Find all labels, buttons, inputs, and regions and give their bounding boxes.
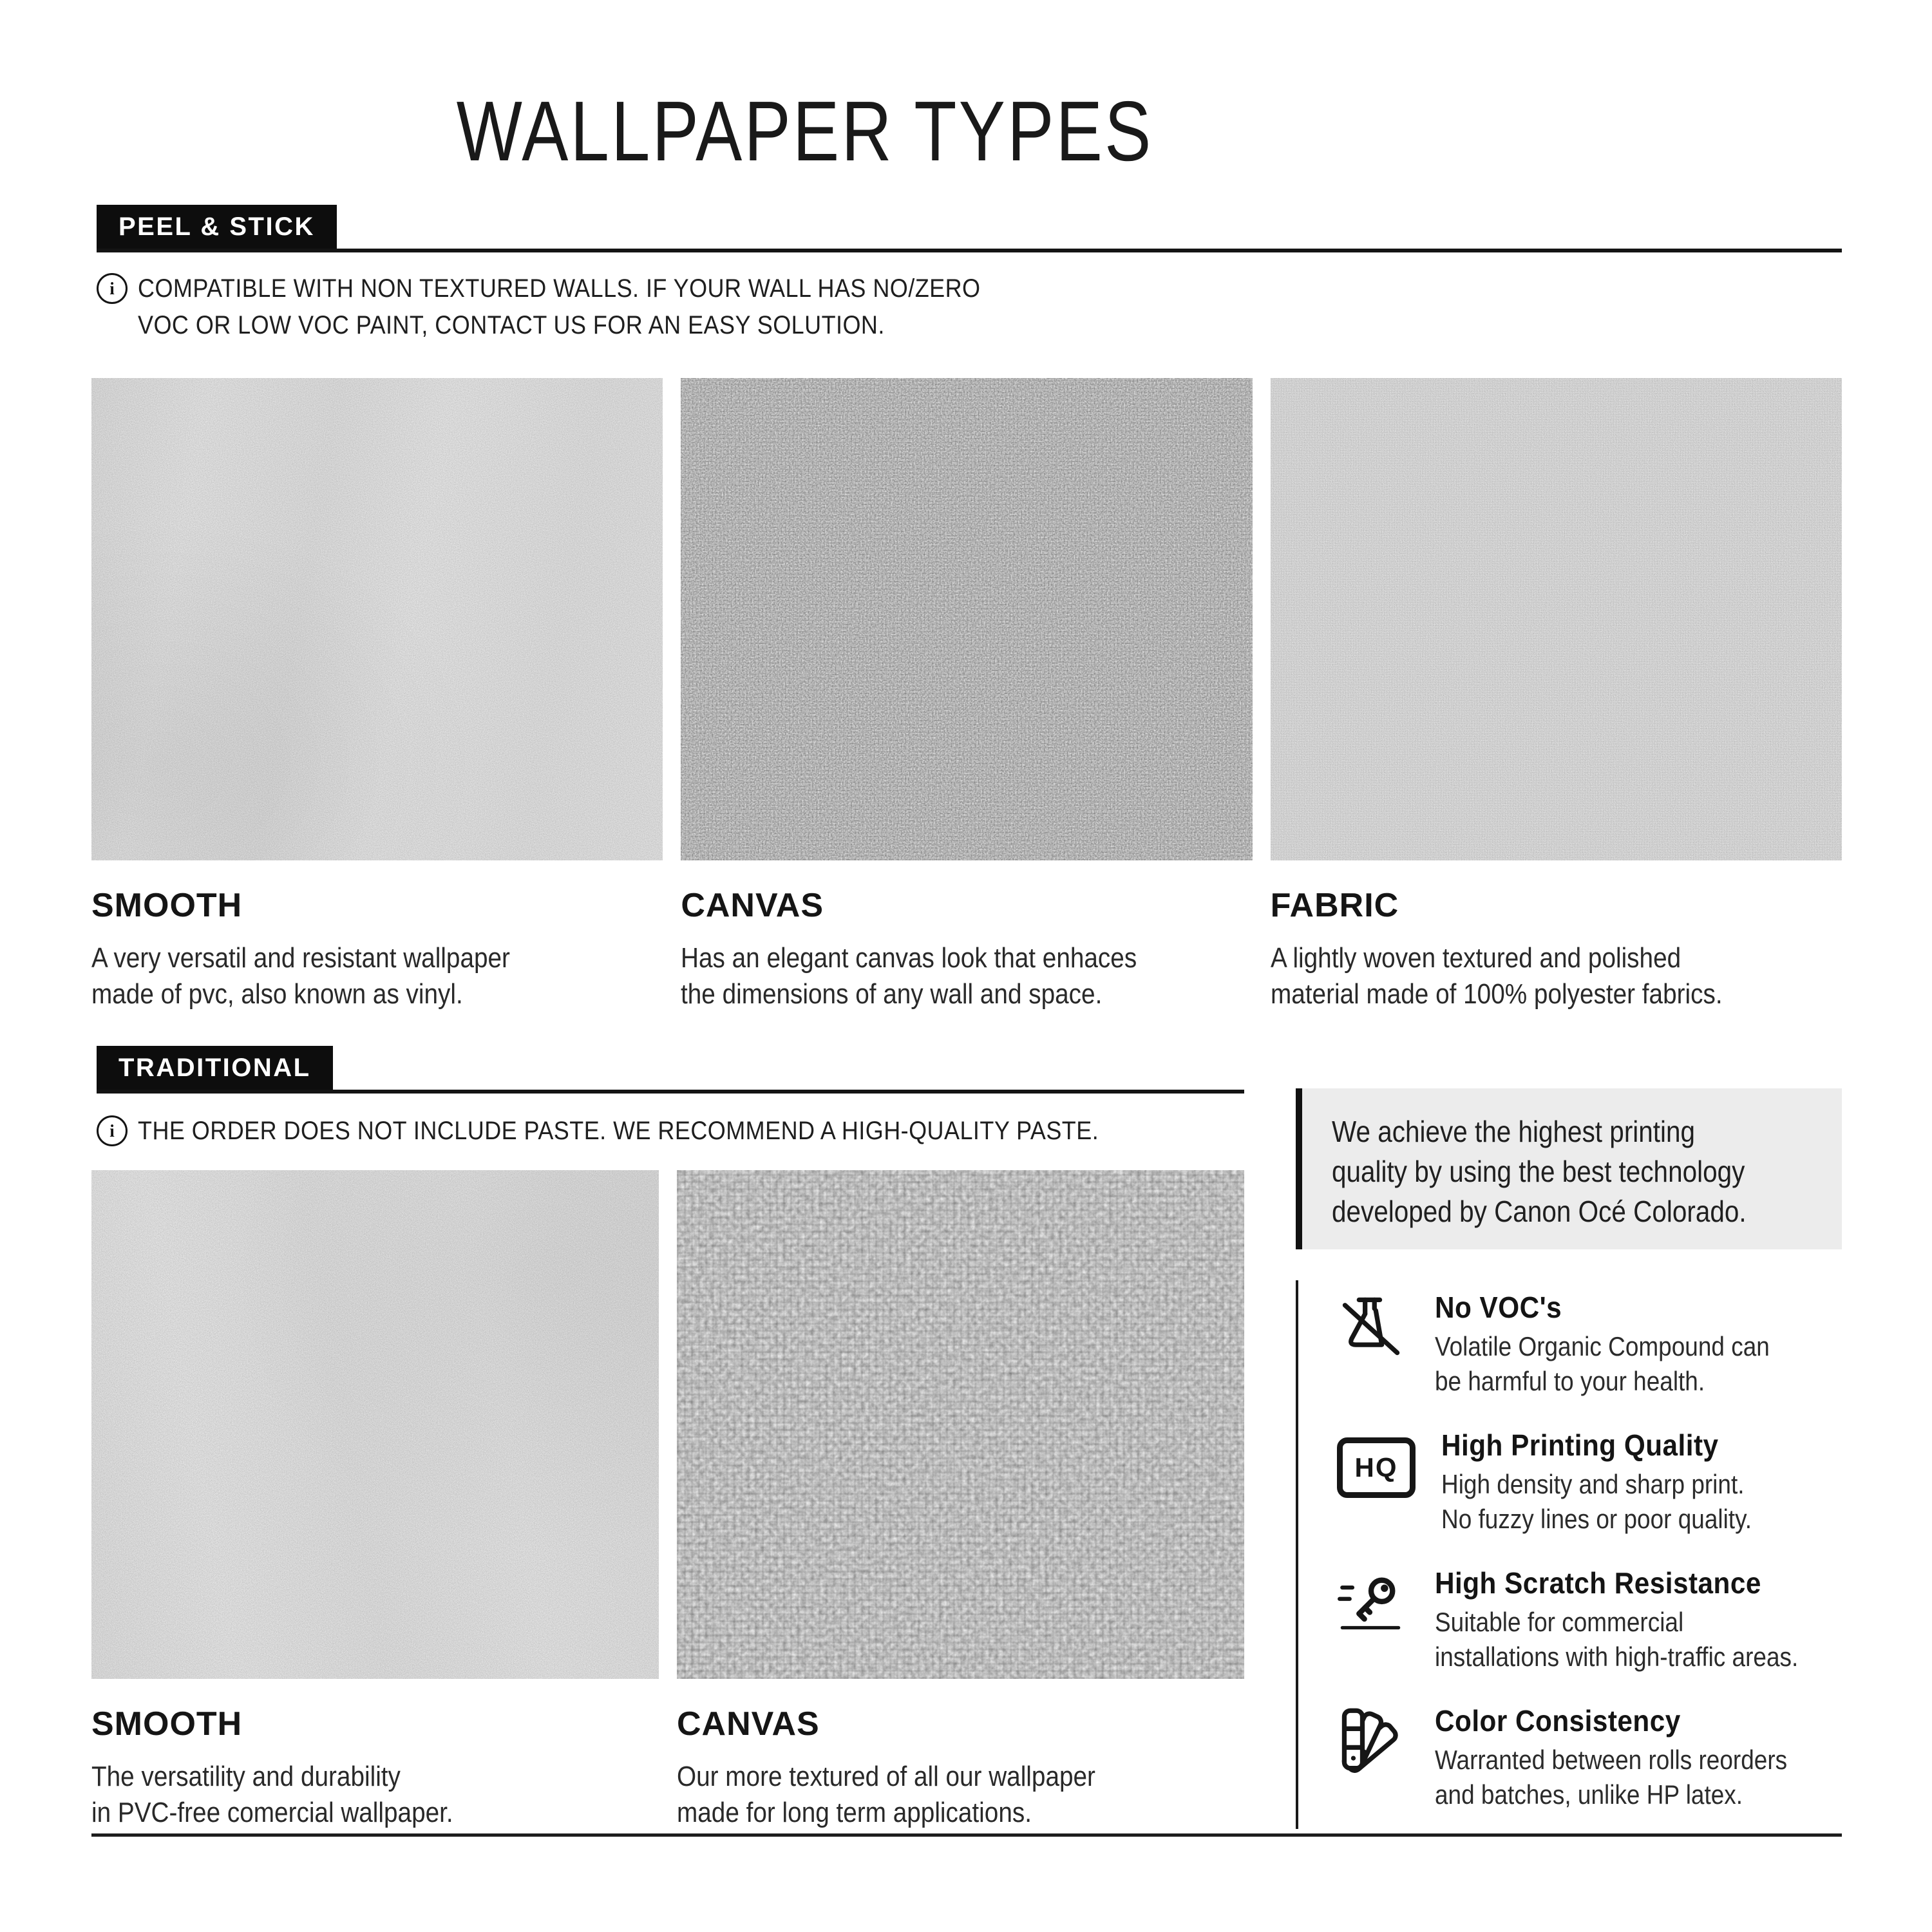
feature-scratch-resistance [1337, 1566, 1865, 1674]
feature-no-voc [1337, 1291, 1865, 1399]
type-label: CANVAS [677, 1705, 820, 1743]
wallpaper-card-smooth [91, 378, 663, 1012]
section-header-traditional [97, 1046, 1244, 1094]
texture-swatch-smooth [91, 378, 663, 860]
page-title: WALLPAPER TYPES [457, 84, 1153, 178]
info-line: VOC OR LOW VOC PAINT, CONTACT US FOR AN EASY SOLUTION. [138, 311, 885, 339]
traditional-badge: TRADITIONAL [97, 1046, 333, 1090]
feature-text [1435, 1291, 1815, 1399]
wallpaper-card-smooth-traditional [91, 1170, 659, 1831]
texture-swatch-canvas [681, 378, 1252, 860]
features-list [1337, 1291, 1865, 1842]
type-description: The versatility and durability in PVC-free comercial wallpaper. [91, 1761, 453, 1828]
feature-text [1435, 1704, 1835, 1812]
texture-swatch-canvas [677, 1170, 1244, 1679]
peel-stick-info [97, 270, 1074, 344]
feature-description: Volatile Organic Compound can be harmful to your health. [1435, 1331, 1770, 1396]
type-description: Our more textured of all our wallpaper made for long term applications. [677, 1761, 1095, 1828]
type-label: CANVAS [681, 887, 824, 924]
info-circle-icon: i [97, 273, 128, 304]
type-description: Has an elegant canvas look that enhaces the dimensions of any wall and space. [681, 942, 1137, 1010]
key-scratch-icon [1337, 1566, 1409, 1674]
info-circle-icon: i [97, 1115, 128, 1146]
feature-title: High Printing Quality [1441, 1428, 1719, 1462]
feature-text [1435, 1566, 1848, 1674]
no-voc-icon [1337, 1291, 1409, 1399]
traditional-info [97, 1113, 1206, 1150]
type-label: SMOOTH [91, 1705, 243, 1743]
peel-stick-info-lines [138, 270, 1074, 344]
feature-color-consistency [1337, 1704, 1865, 1812]
type-label: SMOOTH [91, 887, 243, 924]
hq-icon: HQ [1337, 1428, 1416, 1537]
feature-title: High Scratch Resistance [1435, 1566, 1761, 1600]
feature-high-printing-quality [1337, 1428, 1865, 1537]
feature-description: High density and sharp print. No fuzzy lines or poor quality. [1441, 1469, 1752, 1534]
wallpaper-card-fabric [1271, 378, 1842, 1012]
feature-title: Color Consistency [1435, 1704, 1681, 1738]
color-swatches-icon [1337, 1704, 1409, 1812]
traditional-swatch-row [91, 1170, 1244, 1831]
peel-stick-swatch-row [91, 378, 1842, 1012]
printing-quality-note: We achieve the highest printing quality by using the best technology developed by Canon Océ Colorado. [1296, 1088, 1842, 1249]
type-description: A lightly woven textured and polished material made of 100% polyester fabrics. [1270, 942, 1723, 1010]
traditional-info-lines [138, 1113, 1206, 1150]
bottom-divider-line [91, 1833, 1842, 1837]
peel-stick-badge: PEEL & STICK [97, 205, 337, 249]
feature-text [1441, 1428, 1794, 1537]
wallpaper-card-canvas-traditional [677, 1170, 1244, 1831]
type-description: A very versatil and resistant wallpaper made of pvc, also known as vinyl. [91, 942, 510, 1010]
feature-description: Suitable for commercial installations with high-traffic areas. [1435, 1607, 1799, 1672]
type-label: FABRIC [1270, 887, 1399, 924]
feature-title: No VOC's [1435, 1291, 1562, 1324]
section-header-peel-stick [97, 205, 1842, 252]
texture-swatch-fabric [1271, 378, 1842, 860]
texture-swatch-smooth [91, 1170, 659, 1679]
features-divider-line [1296, 1280, 1298, 1829]
info-line: THE ORDER DOES NOT INCLUDE PASTE. WE RECOMMEND A HIGH-QUALITY PASTE. [138, 1117, 1099, 1145]
feature-description: Warranted between rolls reorders and batches, unlike HP latex. [1435, 1745, 1788, 1810]
info-line: COMPATIBLE WITH NON TEXTURED WALLS. IF YOUR WALL HAS NO/ZERO [138, 274, 981, 303]
page-title-wrap [0, 82, 1610, 180]
wallpaper-card-canvas [681, 378, 1252, 1012]
